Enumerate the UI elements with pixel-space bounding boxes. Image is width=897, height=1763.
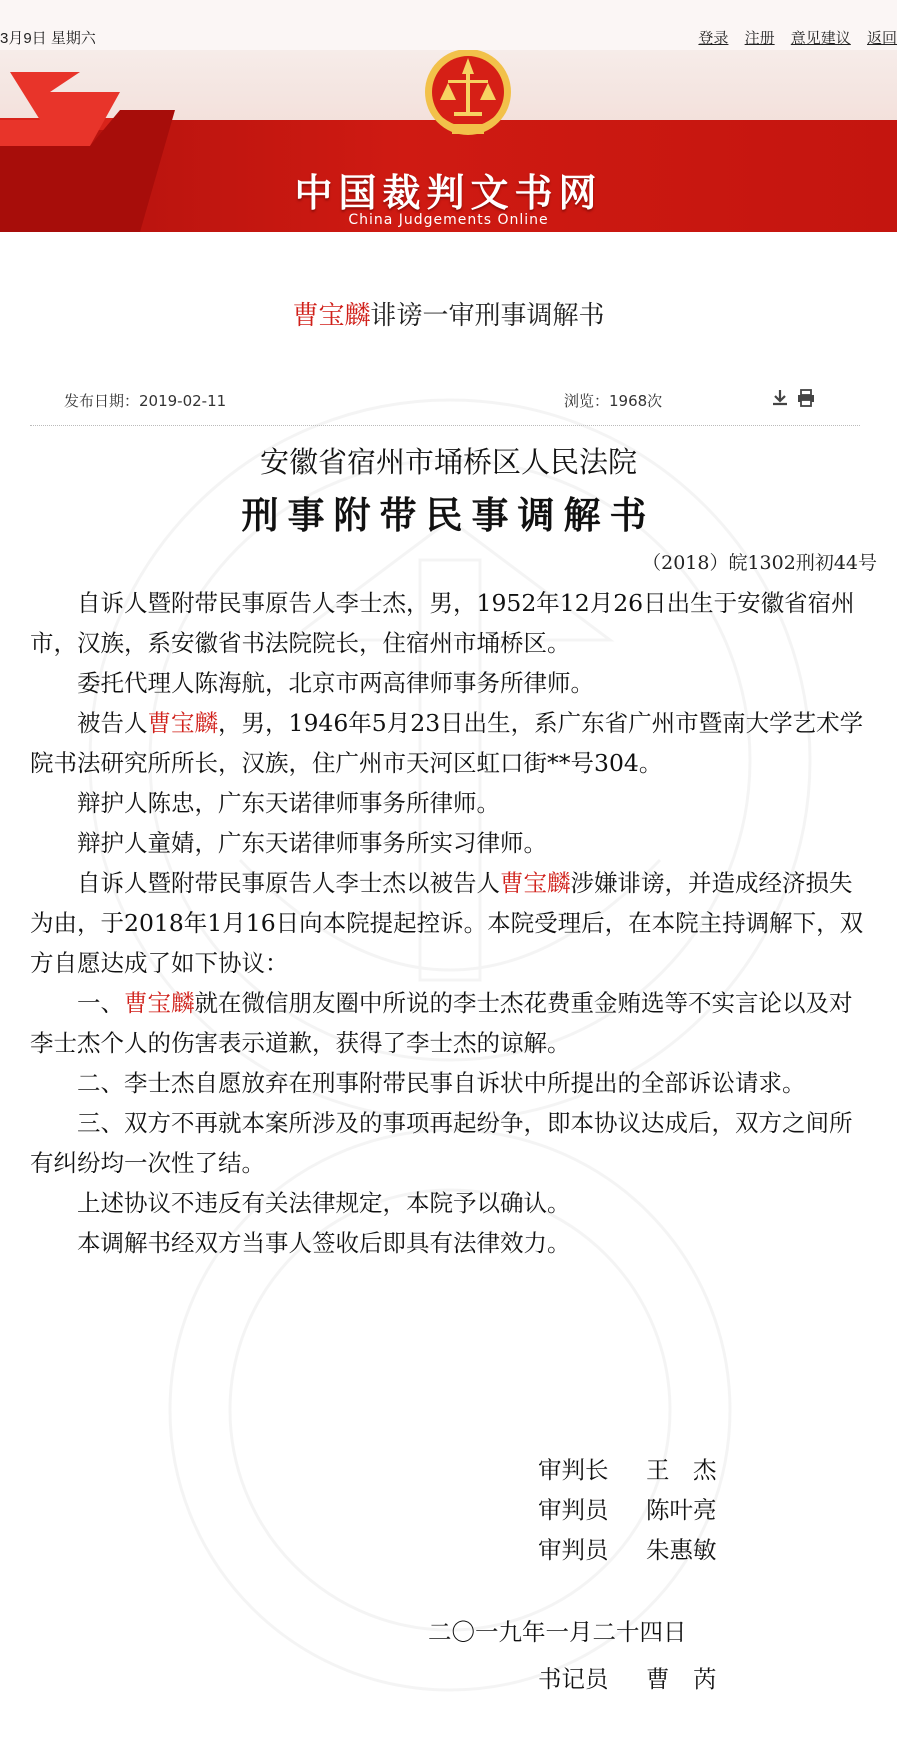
document-meta <box>64 390 834 414</box>
view-count: 浏览：1968次 <box>564 392 663 410</box>
paragraph-agent: 委托代理人陈海航，北京市两高律师事务所律师。 <box>77 669 594 697</box>
top-links <box>686 27 897 48</box>
defendant-name: 曹宝麟 <box>124 989 195 1017</box>
back-link[interactable]: 返回 <box>866 30 897 47</box>
court-name: 安徽省宿州市埇桥区人民法院 <box>259 445 637 479</box>
defendant-name: 曹宝麟 <box>147 709 218 737</box>
title-defendant-name: 曹宝麟 <box>292 301 371 331</box>
paragraph-defender-2: 辩护人童婧，广东天诺律师事务所实习律师。 <box>77 829 547 857</box>
current-date: 3月9日 星期六 <box>0 30 96 47</box>
paragraph-effect: 本调解书经双方当事人签收后即具有法律效力。 <box>77 1229 571 1257</box>
publish-date: 发布日期：2019-02-11 <box>64 392 227 410</box>
signature-judge-2: 审判员 朱惠敏 <box>538 1536 717 1564</box>
document-type: 刑事附带民事调解书 <box>241 494 656 537</box>
site-banner <box>0 50 897 232</box>
top-bar <box>0 0 897 50</box>
court-emblem-icon <box>425 50 511 135</box>
signature-presiding-judge: 审判长 王 杰 <box>538 1456 717 1484</box>
document-title <box>0 295 897 332</box>
title-text: 诽谤一审刑事调解书 <box>370 301 605 331</box>
signature-judge-1: 审判员 陈叶亮 <box>538 1496 717 1524</box>
defendant-name: 曹宝麟 <box>500 869 571 897</box>
paragraph-defender-1: 辩护人陈忠，广东天诺律师事务所律师。 <box>77 789 500 817</box>
meta-divider <box>30 425 860 426</box>
paragraph-agreement-3: 三、双方不再就本案所涉及的事项再起纷争，即本协议达成后，双方之间所有纠纷均一次性了结。 <box>30 1109 853 1177</box>
print-icon[interactable] <box>796 388 816 408</box>
feedback-link[interactable]: 意见建议 <box>790 30 851 47</box>
document-body <box>30 583 870 1263</box>
paragraph-case-facts: 自诉人暨附带民事原告人李士杰以被告人曹宝麟涉嫌诽谤，并造成经济损失为由，于2018年1月16日向本院提起控诉。本院受理后，在本院主持调解下，双方自愿达成了如下协议： <box>30 869 864 977</box>
site-subtitle: China Judgements Online <box>348 212 549 228</box>
login-link[interactable]: 登录 <box>698 30 729 47</box>
paragraph-agreement-2: 二、李士杰自愿放弃在刑事附带民事自诉状中所提出的全部诉讼请求。 <box>77 1069 806 1097</box>
download-icon[interactable] <box>770 388 790 408</box>
paragraph-defendant: 被告人曹宝麟，男，1946年5月23日出生，系广东省广州市暨南大学艺术学院书法研究所所长，汉族，住广州市天河区虹口街**号304。 <box>30 709 864 777</box>
paragraph-agreement-1: 一、曹宝麟就在微信朋友圈中所说的李士杰花费重金贿选等不实言论以及对李士杰个人的伤害表示道歉，获得了李士杰的谅解。 <box>30 989 853 1057</box>
site-title: 中国裁判文书网 <box>294 171 603 215</box>
signatures <box>538 1450 717 1570</box>
sign-date: 二〇一九年一月二十四日 <box>428 1618 687 1646</box>
case-number: （2018）皖1302刑初44号 <box>642 552 877 574</box>
signature-clerk: 书记员 曹 芮 <box>538 1665 717 1693</box>
paragraph-confirmation: 上述协议不违反有关法律规定，本院予以确认。 <box>77 1189 571 1217</box>
paragraph-plaintiff: 自诉人暨附带民事原告人李士杰，男，1952年12月26日出生于安徽省宿州市，汉族，系安徽省书法院院长，住宿州市埇桥区。 <box>30 589 855 657</box>
register-link[interactable]: 注册 <box>744 30 775 47</box>
